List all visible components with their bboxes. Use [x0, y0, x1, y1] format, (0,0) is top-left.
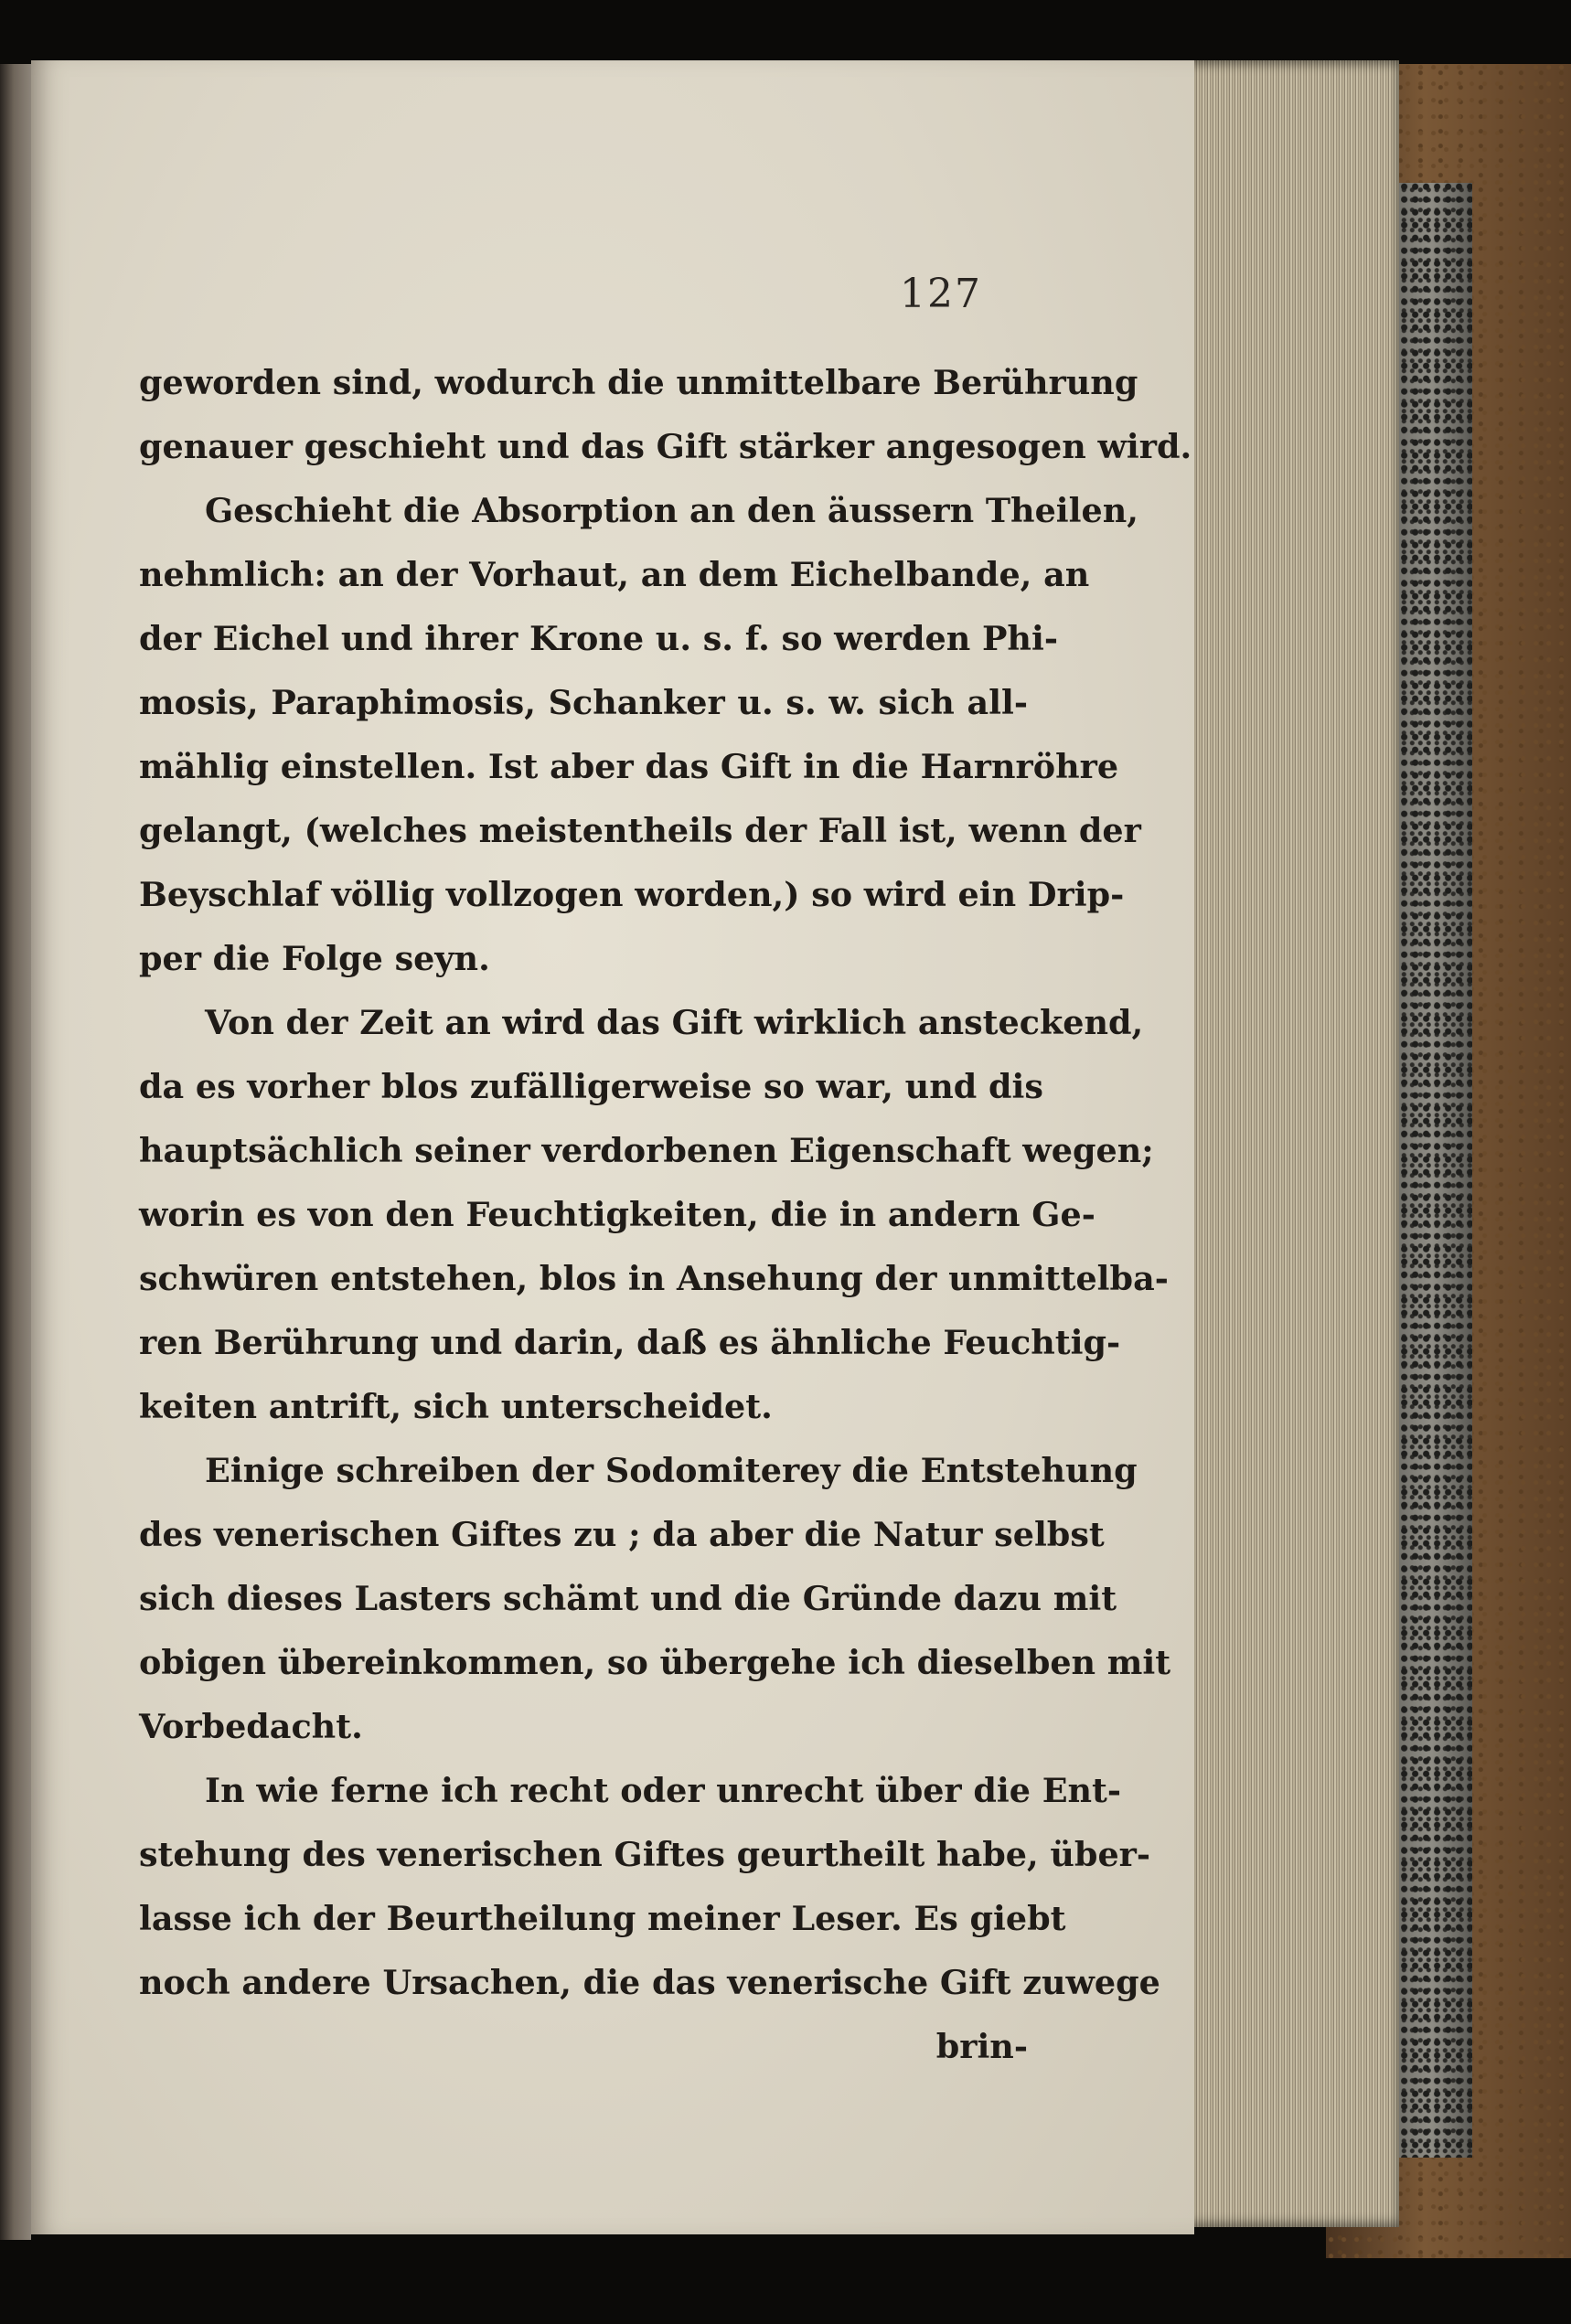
book-page: [31, 60, 1194, 2234]
text-line: Beyschlaf völlig vollzogen worden,) so wird ein Drip-: [139, 875, 1125, 914]
text-line: lasse ich der Beurtheilung meiner Leser. Es giebt: [139, 1899, 1066, 1938]
paragraph-start-line: Einige schreiben der Sodomiterey die Entstehung: [205, 1451, 1138, 1490]
text-line: ren Berührung und darin, daß es ähnliche Feuchtig-: [139, 1323, 1121, 1362]
body-text: [139, 351, 1192, 2079]
text-line: des venerischen Giftes zu ; da aber die Natur selbst: [139, 1515, 1105, 1554]
paragraph-end-line: per die Folge seyn.: [139, 939, 490, 978]
text-line: mosis, Paraphimosis, Schanker u. s. w. sich all-: [139, 683, 1028, 722]
text-line: genauer geschieht und das Gift stärker angesogen wird.: [139, 427, 1192, 466]
text-line: sich dieses Lasters schämt und die Gründe dazu mit: [139, 1579, 1117, 1618]
marbled-endpaper: [1390, 183, 1472, 2158]
text-line: schwüren entstehen, blos in Ansehung der unmittelba-: [139, 1259, 1169, 1298]
text-line: obigen übereinkommen, so übergehe ich dieselben mit: [139, 1643, 1171, 1682]
page-fore-edge: [1189, 60, 1399, 2227]
text-line: noch andere Ursachen, die das venerische Gift zuwege: [139, 1963, 1160, 2002]
text-line: stehung des venerischen Giftes geurtheilt habe, über-: [139, 1835, 1151, 1874]
text-line: geworden sind, wodurch die unmittelbare Berührung: [139, 363, 1138, 402]
previous-page-edge: [0, 64, 31, 2240]
text-line: mählig einstellen. Ist aber das Gift in die Harnröhre: [139, 747, 1119, 786]
text-line: nehmlich: an der Vorhaut, an dem Eichelbande, an: [139, 555, 1090, 594]
text-line: worin es von den Feuchtigkeiten, die in andern Ge-: [139, 1195, 1095, 1234]
paragraph-start-line: Geschieht die Absorption an den äussern Theilen,: [205, 491, 1139, 530]
page-number: 127: [900, 271, 982, 317]
text-line: da es vorher blos zufälligerweise so war, und dis: [139, 1067, 1043, 1106]
paragraph-end-line: Vorbedacht.: [139, 1707, 363, 1746]
paragraph-start-line: In wie ferne ich recht oder unrecht über die Ent-: [205, 1771, 1122, 1810]
text-line: gelangt, (welches meistentheils der Fall ist, wenn der: [139, 811, 1141, 850]
text-line: der Eichel und ihrer Krone u. s. f. so werden Phi-: [139, 619, 1058, 658]
paragraph-end-line: keiten antrift, sich unterscheidet.: [139, 1387, 773, 1426]
catchword: brin-: [935, 2027, 1028, 2066]
paragraph-start-line: Von der Zeit an wird das Gift wirklich ansteckend,: [205, 1003, 1144, 1042]
text-line: hauptsächlich seiner verdorbenen Eigenschaft wegen;: [139, 1131, 1154, 1170]
